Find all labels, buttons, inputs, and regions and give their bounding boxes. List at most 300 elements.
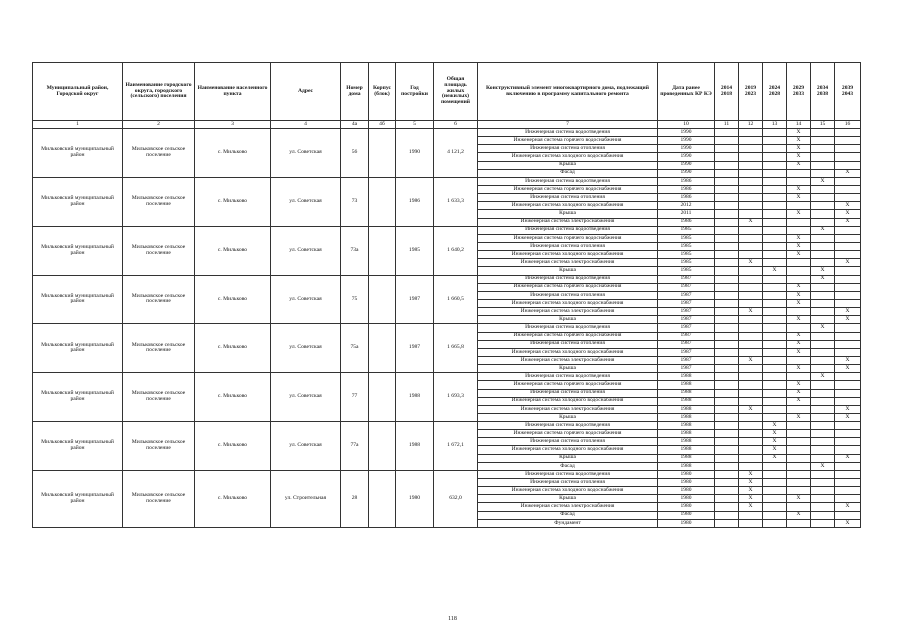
period-cell: X <box>763 430 787 438</box>
block-cell <box>369 470 396 527</box>
period-cell: X <box>835 405 861 413</box>
repair-date-cell: 1988 <box>658 446 715 454</box>
period-cell <box>739 153 763 161</box>
period-cell: X <box>835 316 861 324</box>
period-cell <box>763 495 787 503</box>
period-cell <box>715 202 739 210</box>
period-cell <box>787 202 811 210</box>
build-year-cell: 1986 <box>396 177 434 226</box>
build-year-cell: 1987 <box>396 324 434 373</box>
column-number: 1 <box>33 121 123 129</box>
period-cell <box>715 422 739 430</box>
period-cell <box>811 422 835 430</box>
period-cell <box>763 503 787 511</box>
period-cell <box>763 251 787 259</box>
column-number: 7 <box>478 121 658 129</box>
period-cell <box>763 185 787 193</box>
period-cell <box>739 519 763 527</box>
period-cell <box>739 397 763 405</box>
period-cell <box>763 234 787 242</box>
period-cell <box>739 275 763 283</box>
repair-date-cell: 1980 <box>658 470 715 478</box>
period-cell <box>715 503 739 511</box>
period-cell <box>715 365 739 373</box>
period-cell <box>811 251 835 259</box>
period-cell <box>715 470 739 478</box>
area-cell: 1 672,1 <box>434 422 478 471</box>
table-row <box>33 226 861 234</box>
column-number: 13 <box>763 121 787 129</box>
period-cell <box>763 308 787 316</box>
period-cell: X <box>787 185 811 193</box>
period-cell <box>787 462 811 470</box>
address-cell: ул. Советская <box>271 422 341 471</box>
period-cell <box>787 356 811 364</box>
period-cell <box>715 348 739 356</box>
address-cell: ул. Советская <box>271 373 341 422</box>
period-cell <box>715 340 739 348</box>
repair-date-cell: 1980 <box>658 495 715 503</box>
period-cell <box>715 267 739 275</box>
period-cell: X <box>739 495 763 503</box>
period-cell: X <box>787 389 811 397</box>
period-cell <box>715 413 739 421</box>
period-cell <box>835 251 861 259</box>
period-cell: X <box>787 251 811 259</box>
column-header: Номер дома <box>341 63 369 121</box>
period-cell <box>811 129 835 137</box>
capital-repair-table <box>32 62 861 528</box>
area-cell: 1 640,2 <box>434 226 478 275</box>
column-header: Общая площадь жилых (нежилых) помещений <box>434 63 478 121</box>
column-number: 14 <box>787 121 811 129</box>
period-cell: X <box>787 129 811 137</box>
period-cell <box>811 332 835 340</box>
repair-date-cell: 1990 <box>658 137 715 145</box>
period-cell <box>835 373 861 381</box>
period-cell <box>787 405 811 413</box>
period-cell: X <box>835 308 861 316</box>
element-cell: Фасад <box>478 169 658 177</box>
period-cell: X <box>787 194 811 202</box>
period-cell <box>739 373 763 381</box>
period-cell <box>787 218 811 226</box>
element-cell: Инженерная система электроснабжения <box>478 503 658 511</box>
column-number: 4б <box>369 121 396 129</box>
element-cell: Инженерная система отопления <box>478 242 658 250</box>
column-header: Наименование населенного пункта <box>195 63 271 121</box>
period-cell: X <box>787 299 811 307</box>
period-cell <box>787 226 811 234</box>
element-cell: Инженерная система электроснабжения <box>478 405 658 413</box>
period-cell <box>811 356 835 364</box>
period-cell <box>739 438 763 446</box>
element-cell: Инженерная система холодного водоснабжения <box>478 487 658 495</box>
period-cell <box>739 234 763 242</box>
element-cell: Инженерная система водоотведения <box>478 373 658 381</box>
period-cell <box>715 519 739 527</box>
period-cell <box>739 291 763 299</box>
period-cell <box>763 519 787 527</box>
period-cell <box>835 446 861 454</box>
repair-date-cell: 1990 <box>658 161 715 169</box>
element-cell: Инженерная система отопления <box>478 389 658 397</box>
period-cell <box>763 487 787 495</box>
period-cell <box>763 169 787 177</box>
period-cell <box>811 242 835 250</box>
period-cell <box>763 275 787 283</box>
period-cell <box>715 495 739 503</box>
period-cell: X <box>835 259 861 267</box>
period-cell <box>763 479 787 487</box>
table-row <box>33 177 861 185</box>
element-cell: Крыша <box>478 413 658 421</box>
period-cell <box>811 210 835 218</box>
element-cell: Инженерная система горячего водоснабжения <box>478 283 658 291</box>
element-cell: Фасад <box>478 462 658 470</box>
settlement-cell: Мильковское сельское поселение <box>123 470 195 527</box>
period-cell <box>763 365 787 373</box>
period-cell: X <box>811 373 835 381</box>
period-cell: X <box>787 242 811 250</box>
column-number: 5 <box>396 121 434 129</box>
element-cell: Крыша <box>478 365 658 373</box>
element-cell: Крыша <box>478 267 658 275</box>
period-cell <box>763 332 787 340</box>
element-cell: Фундамент <box>478 519 658 527</box>
period-cell <box>715 373 739 381</box>
period-cell <box>763 259 787 267</box>
repair-date-cell: 1986 <box>658 194 715 202</box>
column-header: Адрес <box>271 63 341 121</box>
period-cell <box>715 438 739 446</box>
period-cell <box>835 177 861 185</box>
period-cell: X <box>787 332 811 340</box>
period-cell <box>835 487 861 495</box>
period-cell <box>739 161 763 169</box>
repair-date-cell: 1980 <box>658 487 715 495</box>
period-cell <box>715 291 739 299</box>
locality-cell: с. Мильково <box>195 226 271 275</box>
page-number: 118 <box>448 616 457 622</box>
period-cell <box>787 422 811 430</box>
period-cell <box>787 487 811 495</box>
period-cell <box>715 487 739 495</box>
period-cell: X <box>811 226 835 234</box>
period-cell <box>787 267 811 275</box>
period-cell <box>763 291 787 299</box>
period-cell <box>835 299 861 307</box>
period-cell <box>835 324 861 332</box>
period-cell <box>739 422 763 430</box>
column-number: 4 <box>271 121 341 129</box>
period-cell <box>763 511 787 519</box>
period-cell <box>715 210 739 218</box>
period-cell: X <box>787 511 811 519</box>
period-cell <box>715 332 739 340</box>
column-header: 2029 2033 <box>787 63 811 121</box>
repair-date-cell: 1988 <box>658 413 715 421</box>
period-cell <box>835 495 861 503</box>
area-cell: 632,0 <box>434 470 478 527</box>
period-cell <box>715 242 739 250</box>
period-cell <box>763 129 787 137</box>
repair-date-cell: 1987 <box>658 365 715 373</box>
period-cell <box>739 462 763 470</box>
block-cell <box>369 226 396 275</box>
period-cell <box>835 291 861 299</box>
table-row <box>33 470 861 478</box>
period-cell <box>715 259 739 267</box>
period-cell <box>763 316 787 324</box>
column-header: Конструктивный элемент многоквартирного дома, подлежащий включению в программу капитального ремонта <box>478 63 658 121</box>
period-cell <box>835 348 861 356</box>
period-cell <box>811 234 835 242</box>
column-number: 4а <box>341 121 369 129</box>
table-row <box>33 373 861 381</box>
repair-date-cell: 2011 <box>658 210 715 218</box>
element-cell: Инженерная система холодного водоснабжения <box>478 397 658 405</box>
period-cell <box>835 161 861 169</box>
repair-date-cell: 1987 <box>658 283 715 291</box>
period-cell: X <box>763 454 787 462</box>
period-cell <box>811 185 835 193</box>
period-cell <box>835 389 861 397</box>
period-cell: X <box>835 210 861 218</box>
repair-date-cell: 1987 <box>658 348 715 356</box>
period-cell <box>811 194 835 202</box>
locality-cell: с. Мильково <box>195 129 271 178</box>
element-cell: Инженерная система горячего водоснабжения <box>478 137 658 145</box>
repair-date-cell: 2012 <box>658 202 715 210</box>
period-cell <box>787 324 811 332</box>
period-cell <box>715 446 739 454</box>
period-cell <box>811 495 835 503</box>
period-cell <box>715 129 739 137</box>
house-number-cell: 73 <box>341 177 369 226</box>
period-cell: X <box>739 470 763 478</box>
period-cell <box>739 145 763 153</box>
period-cell: X <box>835 503 861 511</box>
period-cell: X <box>835 519 861 527</box>
period-cell <box>739 251 763 259</box>
period-cell <box>811 218 835 226</box>
period-cell: X <box>787 210 811 218</box>
repair-date-cell: 1985 <box>658 226 715 234</box>
period-cell: X <box>739 405 763 413</box>
address-cell: ул. Советская <box>271 177 341 226</box>
settlement-cell: Мильковское сельское поселение <box>123 422 195 471</box>
locality-cell: с. Мильково <box>195 470 271 527</box>
element-cell: Инженерная система водоотведения <box>478 422 658 430</box>
period-cell: X <box>763 267 787 275</box>
period-cell: X <box>787 161 811 169</box>
period-cell <box>715 137 739 145</box>
period-cell: X <box>739 356 763 364</box>
period-cell: X <box>739 259 763 267</box>
element-cell: Инженерная система отопления <box>478 145 658 153</box>
period-cell <box>763 194 787 202</box>
period-cell: X <box>787 348 811 356</box>
element-cell: Крыша <box>478 495 658 503</box>
element-cell: Инженерная система холодного водоснабжения <box>478 251 658 259</box>
period-cell <box>811 503 835 511</box>
column-number: 2 <box>123 121 195 129</box>
settlement-cell: Мильковское сельское поселение <box>123 373 195 422</box>
period-cell <box>763 405 787 413</box>
repair-date-cell: 1988 <box>658 405 715 413</box>
period-cell: X <box>787 340 811 348</box>
period-cell <box>811 169 835 177</box>
period-cell: X <box>787 413 811 421</box>
period-cell: X <box>739 479 763 487</box>
period-cell: X <box>835 454 861 462</box>
period-cell <box>763 324 787 332</box>
period-cell <box>835 129 861 137</box>
period-cell <box>811 519 835 527</box>
period-cell <box>715 283 739 291</box>
period-cell <box>763 389 787 397</box>
period-cell <box>715 299 739 307</box>
address-cell: ул. Советская <box>271 129 341 178</box>
period-cell <box>739 511 763 519</box>
period-cell <box>811 487 835 495</box>
period-cell <box>811 470 835 478</box>
period-cell: X <box>811 462 835 470</box>
repair-date-cell: 1985 <box>658 259 715 267</box>
repair-date-cell: 1988 <box>658 462 715 470</box>
period-cell <box>763 202 787 210</box>
column-header: 2039 2043 <box>835 63 861 121</box>
period-cell <box>715 218 739 226</box>
settlement-cell: Мильковское сельское поселение <box>123 324 195 373</box>
element-cell: Инженерная система горячего водоснабжения <box>478 234 658 242</box>
repair-date-cell: 1988 <box>658 381 715 389</box>
element-cell: Инженерная система холодного водоснабжения <box>478 153 658 161</box>
element-cell: Инженерная система холодного водоснабжения <box>478 446 658 454</box>
element-cell: Инженерная система горячего водоснабжения <box>478 430 658 438</box>
period-cell <box>787 479 811 487</box>
district-cell: Мильковский муниципальный район <box>33 422 123 471</box>
area-cell: 1 633,3 <box>434 177 478 226</box>
period-cell <box>763 470 787 478</box>
element-cell: Инженерная система водоотведения <box>478 226 658 234</box>
locality-cell: с. Мильково <box>195 373 271 422</box>
element-cell: Инженерная система холодного водоснабжения <box>478 299 658 307</box>
period-cell: X <box>763 446 787 454</box>
table-row <box>33 422 861 430</box>
period-cell: X <box>811 267 835 275</box>
period-cell <box>763 381 787 389</box>
period-cell <box>715 177 739 185</box>
period-cell: X <box>787 365 811 373</box>
element-cell: Инженерная система водоотведения <box>478 129 658 137</box>
period-cell: X <box>787 283 811 291</box>
period-cell: X <box>811 324 835 332</box>
period-cell: X <box>811 177 835 185</box>
period-cell <box>715 145 739 153</box>
period-cell <box>715 153 739 161</box>
period-cell: X <box>787 381 811 389</box>
period-cell <box>835 267 861 275</box>
column-number: 12 <box>739 121 763 129</box>
period-cell <box>835 479 861 487</box>
locality-cell: с. Мильково <box>195 275 271 324</box>
period-cell <box>715 194 739 202</box>
period-cell <box>715 185 739 193</box>
period-cell <box>787 308 811 316</box>
period-cell <box>811 365 835 373</box>
period-cell <box>763 153 787 161</box>
period-cell <box>787 275 811 283</box>
period-cell <box>715 381 739 389</box>
column-header: 2034 2038 <box>811 63 835 121</box>
repair-date-cell: 1980 <box>658 511 715 519</box>
period-cell <box>811 405 835 413</box>
repair-date-cell: 1990 <box>658 153 715 161</box>
table-row <box>33 275 861 283</box>
repair-date-cell: 1988 <box>658 454 715 462</box>
period-cell <box>739 202 763 210</box>
element-cell: Инженерная система отопления <box>478 479 658 487</box>
period-cell: X <box>739 218 763 226</box>
period-cell <box>739 381 763 389</box>
district-cell: Мильковский муниципальный район <box>33 177 123 226</box>
column-number: 3 <box>195 121 271 129</box>
house-number-cell: 75а <box>341 324 369 373</box>
block-cell <box>369 373 396 422</box>
element-cell: Инженерная система горячего водоснабжения <box>478 332 658 340</box>
column-header: Дата ранее проведенных КР КЭ <box>658 63 715 121</box>
repair-date-cell: 1987 <box>658 291 715 299</box>
period-cell <box>787 503 811 511</box>
column-number: 11 <box>715 121 739 129</box>
period-cell: X <box>835 365 861 373</box>
period-cell <box>763 413 787 421</box>
address-cell: ул. Советская <box>271 275 341 324</box>
period-cell: X <box>811 275 835 283</box>
period-cell <box>811 283 835 291</box>
column-number: 6 <box>434 121 478 129</box>
period-cell <box>787 169 811 177</box>
period-cell <box>763 356 787 364</box>
table-row <box>33 129 861 137</box>
period-cell: X <box>787 495 811 503</box>
period-cell <box>787 446 811 454</box>
element-cell: Крыша <box>478 454 658 462</box>
period-cell <box>763 210 787 218</box>
period-cell: X <box>787 291 811 299</box>
period-cell <box>763 145 787 153</box>
period-cell <box>739 454 763 462</box>
period-cell <box>739 194 763 202</box>
column-header: Наименование городского округа, городского (сельского) поселения <box>123 63 195 121</box>
build-year-cell: 1980 <box>396 470 434 527</box>
column-numbers-row <box>33 121 861 129</box>
period-cell <box>811 291 835 299</box>
period-cell <box>811 511 835 519</box>
period-cell <box>835 462 861 470</box>
period-cell <box>715 234 739 242</box>
repair-date-cell: 1986 <box>658 185 715 193</box>
period-cell <box>835 422 861 430</box>
period-cell <box>739 185 763 193</box>
district-cell: Мильковский муниципальный район <box>33 324 123 373</box>
period-cell <box>811 161 835 169</box>
period-cell <box>835 332 861 340</box>
element-cell: Крыша <box>478 210 658 218</box>
period-cell <box>715 389 739 397</box>
